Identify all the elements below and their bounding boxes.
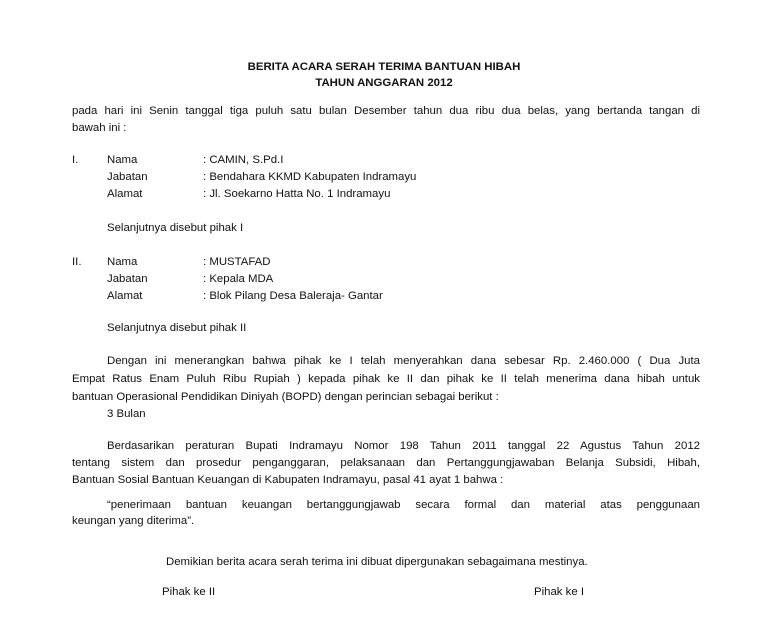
- duration: 3 Bulan: [107, 408, 146, 420]
- party1-label: Nama: [107, 154, 138, 166]
- para1-line: Dengan ini menerangkan bahwa pihak ke I telah menyerahkan dana sebesar Rp. 2.460.000 ( Dua Juta: [107, 355, 700, 367]
- para2-line: tentang sistem dan prosedur penganggaran, pelaksanaan dan Pertanggungjawaban Belanja Subsidi, Hibah,: [72, 457, 700, 469]
- party1-label: Jabatan: [107, 171, 148, 183]
- closing-statement: Demikian berita acara serah terima ini dibuat dipergunakan sebagaimana mestinya.: [166, 556, 588, 568]
- para2-line: Bantuan Sosial Bantuan Keuangan di Kabupaten Indramayu, pasal 41 ayat 1 bahwa :: [72, 474, 504, 486]
- party2-label: Jabatan: [107, 273, 148, 285]
- party2-value: : Kepala MDA: [203, 273, 274, 285]
- para2-line: Berdasarikan peraturan Bupati Indramayu Nomor 198 Tahun 2011 tanggal 22 Agustus Tahun 2012: [107, 440, 700, 452]
- party1-note: Selanjutnya disebut pihak I: [107, 222, 244, 234]
- para1-line: Empat Ratus Enam Puluh Ribu Rupiah ) kepada pihak ke II dan pihak ke II telah menerima dana hibah untuk: [72, 373, 700, 385]
- party1-label: Alamat: [107, 188, 143, 200]
- party2-value: : Blok Pilang Desa Baleraja- Gantar: [203, 290, 383, 302]
- signature-left: Pihak ke II: [162, 586, 216, 598]
- intro-line: bawah ini :: [72, 122, 127, 134]
- party1-value: : Bendahara KKMD Kabupaten Indramayu: [203, 171, 417, 183]
- party2-number: II.: [72, 256, 82, 268]
- quote-line: “penerimaan bantuan keuangan bertanggungjawab secara formal dan material atas penggunaan: [107, 499, 700, 511]
- quote-line: keungan yang diterima”.: [72, 515, 195, 527]
- party2-label: Alamat: [107, 290, 143, 302]
- party2-label: Nama: [107, 256, 138, 268]
- party1-value: : Jl. Soekarno Hatta No. 1 Indramayu: [203, 188, 391, 200]
- party2-note: Selanjutnya disebut pihak II: [107, 322, 247, 334]
- intro-line: pada hari ini Senin tanggal tiga puluh satu bulan Desember tahun dua ribu dua belas, yang bertanda tangan di: [72, 105, 700, 117]
- doc-subtitle: TAHUN ANGGARAN 2012: [315, 77, 453, 89]
- party1-value: : CAMIN, S.Pd.I: [203, 154, 284, 166]
- signature-right: Pihak ke I: [534, 586, 585, 598]
- party2-value: : MUSTAFAD: [203, 256, 271, 268]
- para1-line: bantuan Operasional Pendidikan Diniyah (BOPD) dengan perincian sebagai berikut :: [72, 391, 499, 403]
- party1-number: I.: [72, 154, 79, 166]
- doc-title: BERITA ACARA SERAH TERIMA BANTUAN HIBAH: [247, 61, 521, 73]
